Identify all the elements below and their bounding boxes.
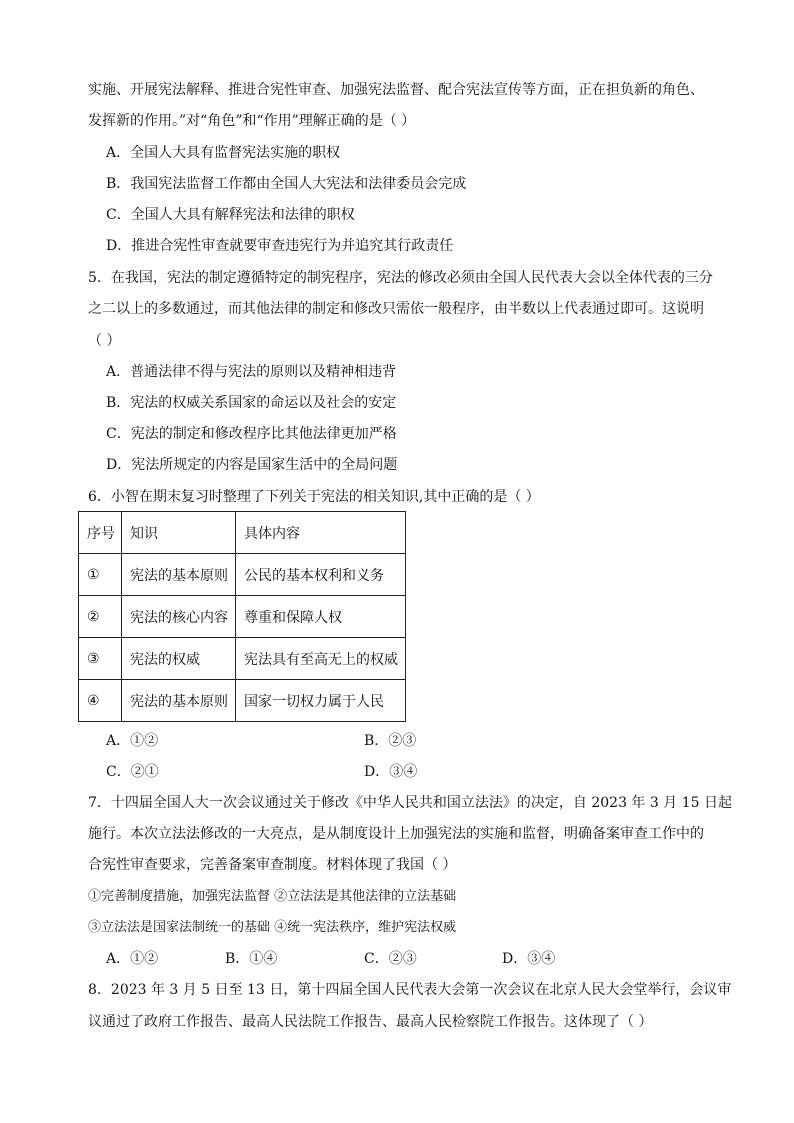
table-cell: 宪法的基本原则 [122,554,236,596]
q5-option-c: C．宪法的制定和修改程序比其他法律更加严格 [106,426,397,442]
q7-stem-line-2: 施行。本次立法法修改的一大亮点，是从制度设计上加强宪法的实施和监督，明确备案审查工作中的 [88,826,704,842]
q8-stem-line-1: 8．2023 年 3 月 5 日至 13 日，第十四届全国人民代表大会第一次会议在北京人民大会堂举行，会议审 [88,982,732,998]
q4-option-d: D．推进合宪性审查就要审查违宪行为并追究其行政责任 [106,238,454,254]
table-cell: ③ [79,638,122,680]
q6-option-a: A．①② [106,733,159,749]
table-cell: 宪法的基本原则 [122,680,236,722]
q6-table [78,511,406,722]
q5-stem-line-1: 5．在我国，宪法的制定遵循特定的制宪程序，宪法的修改必须由全国人民代表大会以全体代表的三分 [88,270,713,286]
q7-statements-1: ①完善制度措施，加强宪法监督 ②立法法是其他法律的立法基础 [88,889,457,904]
table-row [79,680,406,722]
table-cell: 公民的基本权利和义务 [236,554,406,596]
table-header-row [79,512,406,554]
q5-option-d: D．宪法所规定的内容是国家生活中的全局问题 [106,457,398,473]
table-cell: 宪法具有至高无上的权威 [236,638,406,680]
q7-statements-2: ③立法法是国家法制统一的基础 ④统一宪法秩序，维护宪法权威 [88,920,457,935]
q4-option-b: B．我国宪法监督工作都由全国人大宪法和法律委员会完成 [106,176,467,192]
q5-stem-line-2: 之二以上的多数通过，而其他法律的制定和修改只需依一般程序，由半数以上代表通过即可。这说明 [88,301,704,317]
q6-option-d: D．③④ [364,764,418,780]
table-cell: 宪法的权威 [122,638,236,680]
table-header-cell: 具体内容 [236,512,406,554]
q7-option-b: B．①④ [225,951,278,967]
q6-option-c: C．②① [106,764,159,780]
table-cell: ② [79,596,122,638]
q4-option-c: C．全国人大具有解释宪法和法律的职权 [106,207,355,223]
q7-option-a: A．①② [106,951,159,967]
table-row [79,596,406,638]
table-cell: ① [79,554,122,596]
q8-stem-line-2: 议通过了政府工作报告、最高人民法院工作报告、最高人民检察院工作报告。这体现了（ ） [88,1014,653,1030]
q5-option-a: A．普通法律不得与宪法的原则以及精神相违背 [106,364,397,380]
table-cell: 尊重和保障人权 [236,596,406,638]
q5-stem-line-3: （ ） [88,333,121,349]
q7-stem-line-1: 7．十四届全国人大一次会议通过关于修改《中华人民共和国立法法》的决定，自 2023 年 3 月 15 日起 [88,795,732,811]
q7-option-c: C．②③ [364,951,417,967]
table-row [79,554,406,596]
table-cell: 国家一切权力属于人民 [236,680,406,722]
q4-stem-line-1: 实施、开展宪法解释、推进合宪性审查、加强宪法监督、配合宪法宣传等方面，正在担负新的角色、 [88,82,704,98]
table-row [79,638,406,680]
table-header-cell: 知识 [122,512,236,554]
q7-option-d: D．③④ [502,951,556,967]
table-cell: ④ [79,680,122,722]
q4-stem-line-2: 发挥新的作用。”对“角色”和“作用”理解正确的是（ ） [88,113,416,129]
q7-stem-line-3: 合宪性审查要求，完善备案审查制度。材料体现了我国（ ） [88,857,457,873]
table-header-cell: 序号 [79,512,122,554]
q6-stem: 6．小智在期末复习时整理了下列关于宪法的相关知识,其中正确的是（ ） [88,489,540,505]
q4-option-a: A．全国人大具有监督宪法实施的职权 [106,145,341,161]
q5-option-b: B．宪法的权威关系国家的命运以及社会的安定 [106,395,397,411]
table-cell: 宪法的核心内容 [122,596,236,638]
q6-option-b: B．②③ [364,733,417,749]
